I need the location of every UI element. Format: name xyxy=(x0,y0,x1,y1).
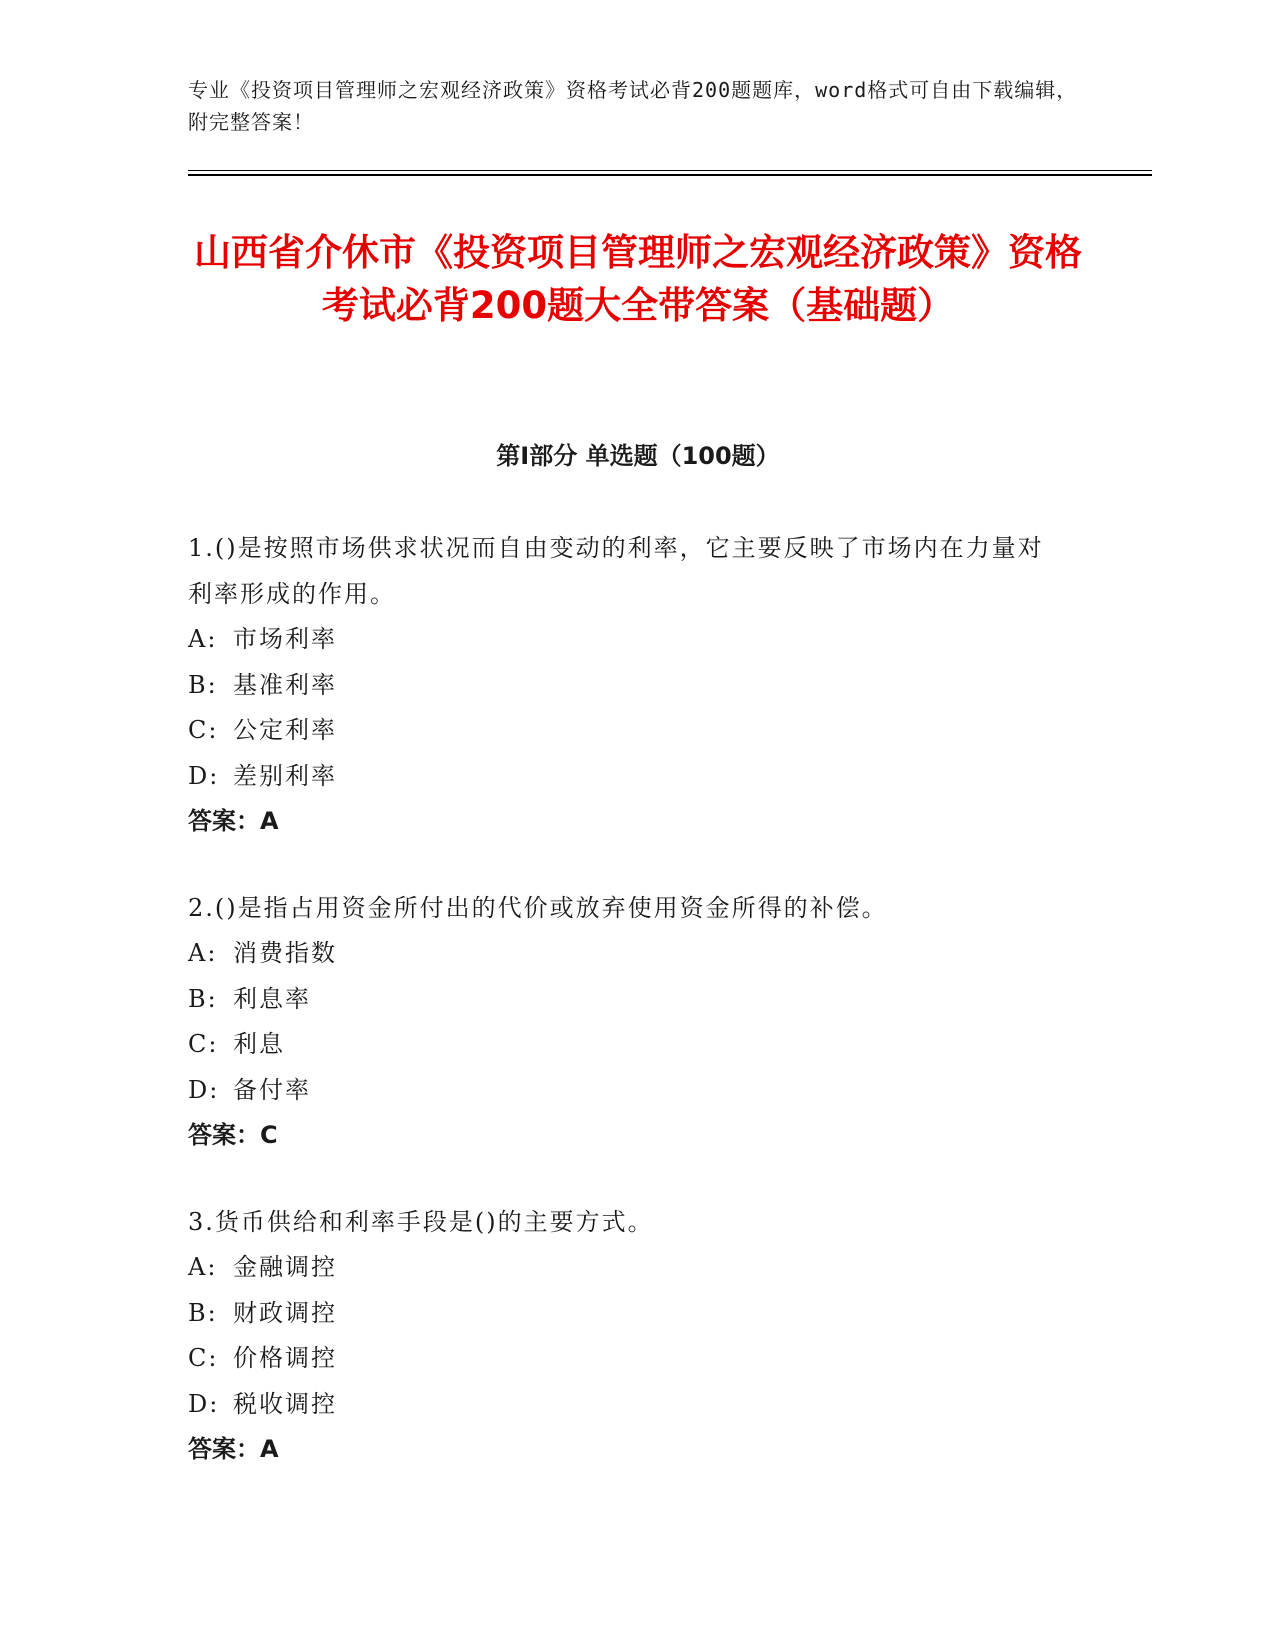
option-c xyxy=(188,708,1068,754)
intro-text: 专业《投资项目管理师之宏观经济政策》资格考试必背200题题库，word格式可自由下载编辑，附完整答案！ xyxy=(188,78,1078,134)
option-d xyxy=(188,1382,1068,1428)
option-text: 财政调控 xyxy=(233,1298,337,1327)
option-text: 金融调控 xyxy=(233,1253,337,1281)
answer-line: 答案：C xyxy=(188,1121,278,1149)
option-text: 市场利率 xyxy=(233,625,337,653)
option-text: 备付率 xyxy=(233,1075,311,1104)
option-b xyxy=(188,977,1068,1023)
option-a xyxy=(188,617,1068,663)
option-b xyxy=(188,1291,1068,1337)
option-letter: B: xyxy=(188,670,218,699)
header-divider-bottom xyxy=(188,174,1152,176)
option-a xyxy=(188,931,1068,977)
question-list xyxy=(188,526,1068,1514)
option-letter: C: xyxy=(188,1030,219,1058)
option-letter: D: xyxy=(188,1075,220,1104)
option-text: 税收调控 xyxy=(233,1389,337,1418)
option-c xyxy=(188,1022,1068,1068)
answer-line: 答案：A xyxy=(188,1435,279,1463)
question-stem: 1.()是按照市场供求状况而自由变动的利率，它主要反映了市场内在力量对利率形成的作用。 xyxy=(188,534,1044,608)
option-letter: B: xyxy=(188,1298,218,1327)
option-letter: A: xyxy=(188,625,218,653)
option-text: 价格调控 xyxy=(233,1344,337,1372)
option-text: 公定利率 xyxy=(233,716,337,744)
option-letter: C: xyxy=(188,1344,219,1372)
option-letter: D: xyxy=(188,1389,220,1418)
option-d xyxy=(188,754,1068,800)
option-letter: A: xyxy=(188,939,218,967)
question-stem: 3.货币供给和利率手段是()的主要方式。 xyxy=(188,1207,654,1236)
question-stem: 2.()是指占用资金所付出的代价或放弃使用资金所得的补偿。 xyxy=(188,893,888,922)
option-text: 利息率 xyxy=(233,984,311,1013)
header-divider-top xyxy=(188,170,1152,171)
option-text: 利息 xyxy=(233,1030,285,1058)
option-d xyxy=(188,1068,1068,1114)
question-2 xyxy=(188,886,1068,1159)
option-b xyxy=(188,663,1068,709)
document-title: 山西省介休市《投资项目管理师之宏观经济政策》资格考试必背200题大全带答案（基础题） xyxy=(194,231,1082,327)
option-letter: A: xyxy=(188,1253,218,1281)
answer-line: 答案：A xyxy=(188,807,279,835)
option-letter: B: xyxy=(188,984,218,1013)
option-text: 差别利率 xyxy=(233,761,337,790)
question-3 xyxy=(188,1200,1068,1473)
section-title: 第I部分 单选题（100题） xyxy=(496,442,780,470)
option-letter: C: xyxy=(188,716,219,744)
option-a xyxy=(188,1245,1068,1291)
option-text: 消费指数 xyxy=(233,939,337,967)
question-1 xyxy=(188,526,1068,845)
option-text: 基准利率 xyxy=(233,670,337,699)
option-c xyxy=(188,1336,1068,1382)
option-letter: D: xyxy=(188,761,220,790)
